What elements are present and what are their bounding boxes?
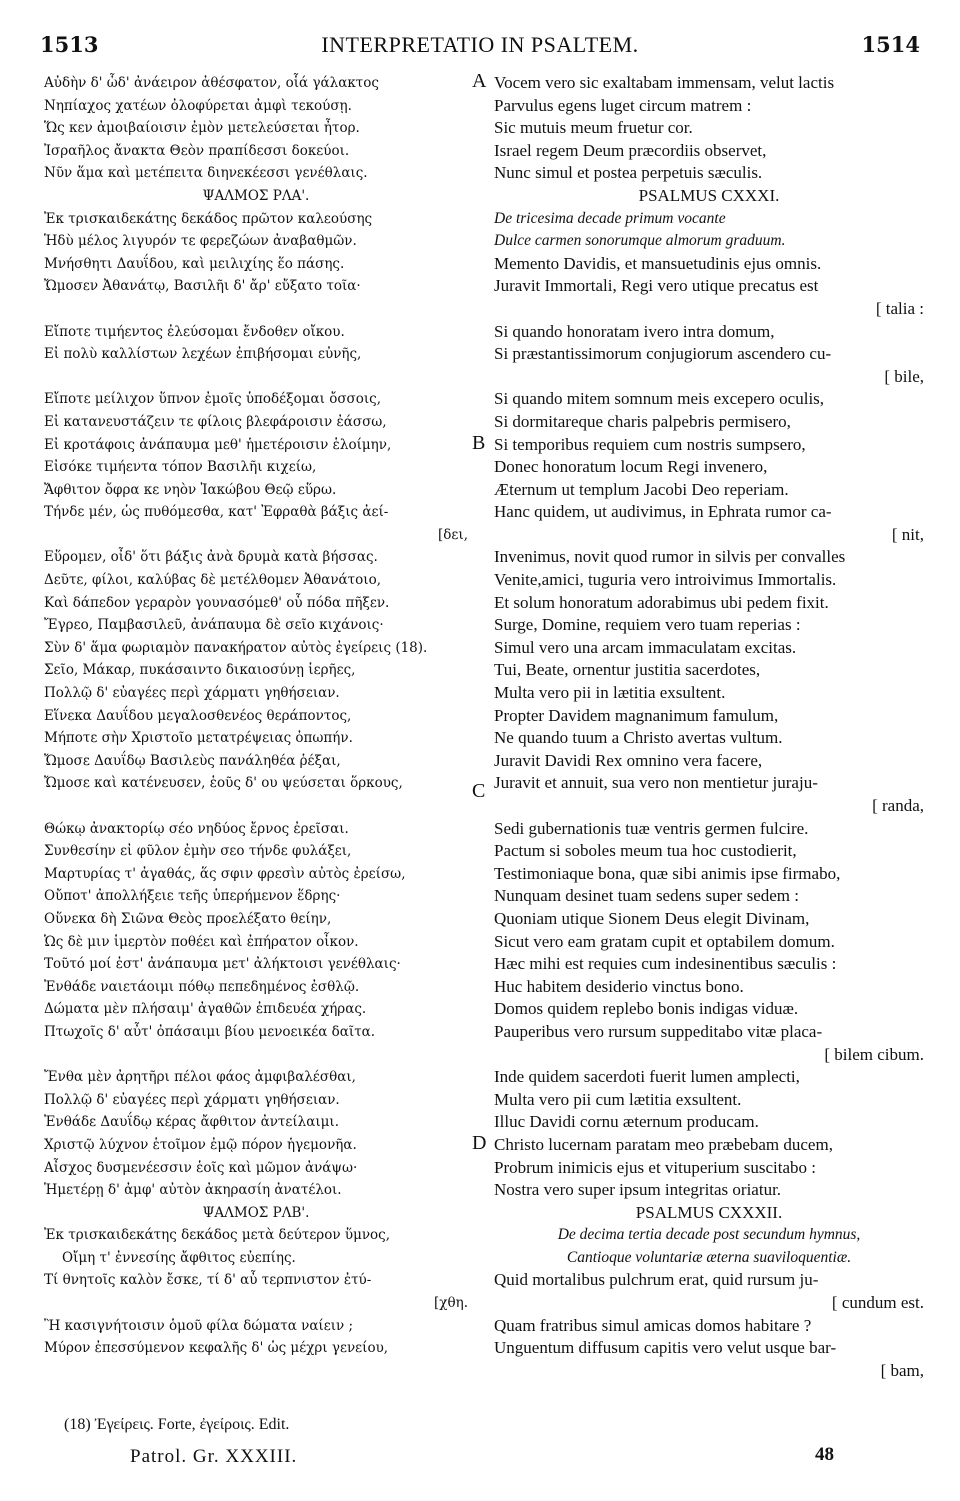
greek-line: Οἴμη τ' ἐννεσίης ἄφθιτος εὐεπίης. [62, 1249, 296, 1266]
signature-number: 48 [815, 1444, 834, 1465]
latin-line: Huc habitem desiderio vinctus bono. [494, 976, 744, 996]
latin-line: Simul vero una arcam immaculatam excitas. [494, 637, 797, 657]
greek-gap [44, 1044, 468, 1067]
greek-gap [44, 366, 468, 389]
running-title: INTERPRETATIO IN PSALTEM. [321, 32, 639, 57]
greek-line: Ἡδὺ μέλος λιγυρόν τε φερεζώων ἀναβαθμῶν. [44, 233, 357, 250]
latin-line: Dulce carmen sonorumque almorum graduum. [494, 232, 786, 250]
latin-line: Sicut vero eam gratam cupit et optabilem domum. [494, 931, 835, 951]
greek-line: Ἡμετέρῃ δ' ἀμφ' αὐτὸν ἀκηρασίη ἀνατέλοι. [44, 1182, 342, 1199]
right-page-number: 1514 [861, 32, 920, 57]
latin-psalm-heading: PSALMUS CXXXI. [638, 185, 780, 205]
greek-line: Νῦν ἅμα καὶ μετέπειτα διηνεκέεσσι γενέθλαις. [44, 165, 368, 182]
greek-psalm-heading: ΨΑΛΜΟΣ ΡΛΑ'. [202, 187, 310, 204]
latin-line: Tui, Beate, ornentur justitia sacerdotes, [494, 660, 761, 680]
greek-line: Ἰσραῆλος ἄνακτα Θεὸν πραπίδεσσι δοκεύοι. [44, 142, 350, 159]
patrologia-signature: Patrol. Gr. XXXIII. [130, 1446, 298, 1467]
greek-line-continuation: [δει, [438, 526, 468, 543]
latin-line: Venite,amici, tuguria vero introivimus Immortalis. [494, 570, 837, 590]
latin-line: Parvulus egens luget circum matrem : [494, 95, 752, 115]
latin-line: Si quando mitem somnum meis excepero oculis, [494, 389, 825, 409]
section-marker-a: A [472, 70, 487, 92]
greek-line: Νηπίαχος χατέων ὀλοφύρεται ἀμφὶ τεκούσῃ. [44, 97, 352, 114]
latin-line: Nunquam desinet tuam sedens super sedem : [494, 886, 799, 906]
greek-line: Οὔποτ' ἀπολλήξειε τεῆς ὑπερήμενον ἕδρης· [44, 888, 341, 905]
latin-line: Hanc quidem, ut audivimus, in Ephrata rumor ca- [494, 502, 832, 522]
greek-line: Μαρτυρίας τ' ἀγαθάς, ἅς σφιν φρεσὶν αὐτὸς ἐρείσω, [44, 865, 406, 882]
greek-line: Ἢ κασιγνήτοισιν ὁμοῦ φίλα δώματα ναίειν ; [44, 1317, 354, 1334]
greek-line: Ὤμοσε καὶ κατένευσεν, ἑοῦς δ' ου ψεύσεται ὅρκους, [44, 775, 403, 792]
greek-line: Μήποτε σὴν Χριστοῖο μετατρέψειας ὀπωπήν. [44, 730, 353, 747]
latin-line-continuation: [ bilem cibum. [824, 1044, 924, 1064]
greek-line: Ὡς δὲ μιν ἱμερτὸν ποθέει καὶ ἐπήρατον οἶκον. [44, 933, 359, 950]
latin-line: Christo lucernam paratam meo præbebam ducem, [494, 1134, 833, 1154]
latin-line: Pauperibus vero rursum suppeditabo vitæ placa- [494, 1021, 823, 1041]
greek-line: Εἰ πολὺ καλλίστων λεχέων ἐπιβήσομαι εὐνῆς, [44, 346, 362, 363]
greek-line: Τί θνητοῖς καλὸν ἔσκε, τί δ' αὖ τερπνιστον ἐτύ- [44, 1272, 372, 1289]
latin-line: Juravit Davidi Rex omnino vera facere, [494, 750, 763, 770]
latin-line-continuation: [ talia : [875, 298, 924, 318]
greek-psalm-heading: ΨΑΛΜΟΣ ΡΛΒ'. [202, 1204, 310, 1221]
latin-line-continuation: [ randa, [872, 796, 924, 815]
latin-line: Multa vero pii in lætitia exsultent. [494, 683, 726, 703]
greek-line: Ὥς κεν ἀμοιβαίοισιν ἐμὸν μετελεύσεται ἦτορ. [44, 120, 360, 137]
latin-line: Sedi gubernationis tuæ ventris germen fulcire. [494, 818, 809, 838]
latin-line: Juravit et annuit, sua vero non mentietur juraju- [494, 773, 818, 793]
latin-line: Et solum honoratum adorabimus ubi pedem fixit. [494, 592, 829, 612]
page-header [40, 32, 920, 62]
latin-psalm-heading: PSALMUS CXXXII. [635, 1202, 783, 1222]
greek-line: Οὕνεκα δὴ Σιῶνα Θεὸς προελέξατο θείην, [44, 910, 332, 927]
latin-line: Quoniam utique Sionem Deus elegit Divinam, [494, 908, 810, 928]
latin-line: Multa vero pii cum lætitia exsultent. [494, 1089, 742, 1109]
latin-line: Propter Davidem magnanimum famulum, [494, 705, 779, 725]
latin-line: Vocem vero sic exaltabam immensam, velut lactis [494, 73, 835, 92]
latin-line: Israel regem Deum præcordiis observet, [494, 140, 767, 160]
greek-gap [44, 795, 468, 818]
greek-line: Ἔνθα μὲν ἀρητῆρι πέλοι φάος ἀμφιβαλέσθαι, [44, 1069, 356, 1086]
greek-line: Ἐνθάδε ναιετάοιμι πόθῳ πεπεδημένος ἐσθλῷ. [44, 978, 360, 995]
latin-line-continuation: [ nit, [891, 524, 924, 544]
latin-line: De tricesima decade primum vocante [494, 209, 726, 227]
greek-line: Σὺν δ' ἅμα φωριαμὸν πανακήρατον αὐτὸς ἐγείρεις (18). [44, 639, 428, 656]
greek-line: Συνθεσίην εἰ φῦλον ἐμὴν σεο τήνδε φυλάξει, [44, 843, 352, 860]
latin-line: De decima tertia decade post secundum hymnus, [557, 1226, 861, 1244]
latin-line: Ne quando tuum a Christo avertas vultum. [494, 728, 783, 748]
latin-line: Donec honoratum locum Regi invenero, [494, 457, 768, 477]
greek-line: Μνήσθητι Δαυΐδου, καὶ μειλιχίης ἕο πάσης. [44, 255, 345, 272]
greek-line: Ἐκ τρισκαιδεκάτης δεκάδος μετὰ δεύτερον ὕμνος, [44, 1227, 391, 1244]
greek-column [44, 72, 468, 1360]
section-marker-c: C [472, 780, 486, 802]
latin-line: Memento Davidis, et mansuetudinis ejus omnis. [494, 253, 822, 273]
greek-line: Εἰ κατανευστάζειν τε φίλοις βλεφάροισιν ἐάσσω, [44, 413, 387, 430]
latin-line: Unguentum diffusum capitis vero velut usque bar- [494, 1338, 837, 1358]
greek-line: Χριστῷ λύχνον ἑτοῖμον ἐμῷ πόρον ἡγεμονῆα. [44, 1136, 357, 1153]
latin-line: Quam fratribus simul amicas domos habitare ? [494, 1315, 812, 1335]
greek-line: Εἴποτε τιμήεντος ἐλεύσομαι ἔνδοθεν οἴκου. [44, 323, 345, 340]
greek-line: Πολλῷ δ' εὐαγέες περὶ χάρματι γηθήσειαν. [44, 1091, 340, 1108]
greek-line: Καὶ δάπεδον γεραρὸν γουνασόμεθ' οὗ πόδα πῆξεν. [44, 594, 390, 611]
latin-line: Nostra vero super ipsum integritas oriatur. [494, 1180, 782, 1200]
greek-line: Αὐδὴν δ' ὧδ' ἀνάειρον ἀθέσφατον, οἷά γάλακτος [44, 75, 379, 91]
latin-line: Invenimus, novit quod rumor in silvis per convalles [494, 547, 846, 567]
greek-gap [44, 298, 468, 321]
greek-line: Τήνδε μέν, ὡς πυθόμεσθα, κατ' Ἐφραθὰ βάξις ἀεί- [44, 504, 389, 521]
latin-line: Hæc mihi est requies cum indesinentibus sæculis : [494, 954, 837, 974]
greek-line: Σεῖο, Μάκαρ, πυκάσαιντο δικαιοσύνῃ ἱερῆες, [44, 662, 356, 679]
latin-line: Illuc Davidi cornu æternum producam. [494, 1112, 759, 1132]
greek-line: Εἰσόκε τιμήεντα τόπον Βασιλῆι κιχείω, [44, 459, 317, 476]
greek-line: Ἔγρεο, Παμβασιλεῦ, ἀνάπαυμα δὲ σεῖο κιχάνοις· [44, 617, 384, 634]
section-marker-d: D [472, 1132, 487, 1154]
latin-line: Nunc simul et postea perpetuis sæculis. [494, 163, 763, 183]
latin-line: Probrum inimicis ejus et vituperium suscitabo : [494, 1157, 817, 1177]
latin-column [494, 72, 924, 1382]
latin-line-continuation: [ bile, [884, 366, 924, 386]
latin-line: Si præstantissimorum conjugiorum ascendero cu- [494, 344, 832, 364]
latin-line: Domos quidem replebo bonis indigas viduæ. [494, 999, 799, 1019]
left-page-number: 1513 [40, 32, 99, 57]
footnote: (18) Ἐγείρεις. Forte, ἐγείροις. Edit. [64, 1416, 290, 1433]
greek-line: Εἵνεκα Δαυΐδου μεγαλοσθενέος θεράποντος, [44, 707, 352, 724]
latin-line: Si quando honoratam ivero intra domum, [494, 321, 775, 341]
greek-line: Πολλῷ δ' εὐαγέες περὶ χάρματι γηθήσειαν. [44, 685, 340, 702]
greek-line: Ὤμοσε Δαυΐδῳ Βασιλεὺς πανάληθέα ῥέξαι, [44, 752, 341, 769]
greek-line: Δεῦτε, φίλοι, καλύβας δὲ μετέλθομεν Ἀθανάτοιο, [44, 572, 381, 589]
greek-line: Εἴποτε μείλιχον ὕπνον ἐμοῖς ὑποδέξομαι ὄσσοις, [44, 391, 382, 408]
greek-line: Εὕρομεν, οἶδ' ὅτι βάξις ἀνὰ δρυμὰ κατὰ βήσσας. [44, 549, 378, 566]
section-marker-b: B [472, 432, 486, 454]
latin-line-continuation: [ cundum est. [831, 1293, 924, 1313]
greek-line: Ὤμοσεν Ἀθανάτῳ, Βασιλῆι δ' ἄρ' εὔξατο τοῖα· [44, 278, 361, 295]
greek-line: Μύρον ἐπεσσύμενον κεφαλῆς δ' ὡς μέχρι γενείου, [44, 1340, 389, 1357]
greek-line: Θώκῳ ἀνακτορίῳ σέο νηδύος ἔρνος ἐρεῖσαι. [44, 820, 349, 837]
latin-line: Quid mortalibus pulchrum erat, quid rursum ju- [494, 1270, 819, 1290]
latin-line: Juravit Immortali, Regi vero utique precatus est [494, 276, 819, 296]
latin-line: Testimoniaque bona, quæ sibi animis ipse firmabo, [494, 863, 841, 883]
latin-line: Pactum si soboles meum tua hoc custodierit, [494, 841, 797, 861]
greek-line: Ἐνθάδε Δαυΐδῳ κέρας ἄφθιτον ἀντείλαιμι. [44, 1114, 339, 1131]
greek-line: Αἶσχος δυσμενέεσσιν ἑοῖς καὶ μῶμον ἀνάψω· [44, 1159, 358, 1176]
greek-line: Ἄφθιτον ὄφρα κε νηὸν Ἰακώβου Θεῷ εὕρω. [44, 481, 337, 498]
greek-line-continuation: [χθη. [434, 1295, 468, 1312]
latin-line: Æternum ut templum Jacobi Deo reperiam. [494, 479, 789, 499]
latin-line: Cantioque voluntariæ æterna suaviloquentiæ. [566, 1248, 852, 1266]
latin-line: Inde quidem sacerdoti fuerit lumen amplecti, [494, 1067, 800, 1087]
greek-line: Εἰ κροτάφοις ἀνάπαυμα μεθ' ἡμετέροισιν ἑλοίμην, [44, 436, 392, 453]
greek-line: Δώματα μὲν πλήσαιμ' ἀγαθῶν ἐπιδευέα χήρας. [44, 1001, 367, 1018]
latin-line: Surge, Domine, requiem vero tuam reperias : [494, 615, 801, 635]
greek-line: Ἐκ τρισκαιδεκάτης δεκάδος πρῶτον καλεούσης [44, 210, 373, 227]
latin-line: Si dormitareque charis palpebris permisero, [494, 411, 791, 431]
latin-line-continuation: [ bam, [880, 1360, 924, 1380]
latin-line: Sic mutuis meum fruetur cor. [494, 118, 693, 138]
greek-line: Τοῦτό μοί ἐστ' ἀνάπαυμα μετ' ἀλήκτοισι γενέθλαις· [44, 956, 401, 973]
greek-line: Πτωχοῖς δ' αὖτ' ὀπάσαιμι βίου μενοεικέα δαῖτα. [44, 1023, 376, 1040]
latin-line: Si temporibus requiem cum nostris sumpsero, [494, 434, 806, 454]
